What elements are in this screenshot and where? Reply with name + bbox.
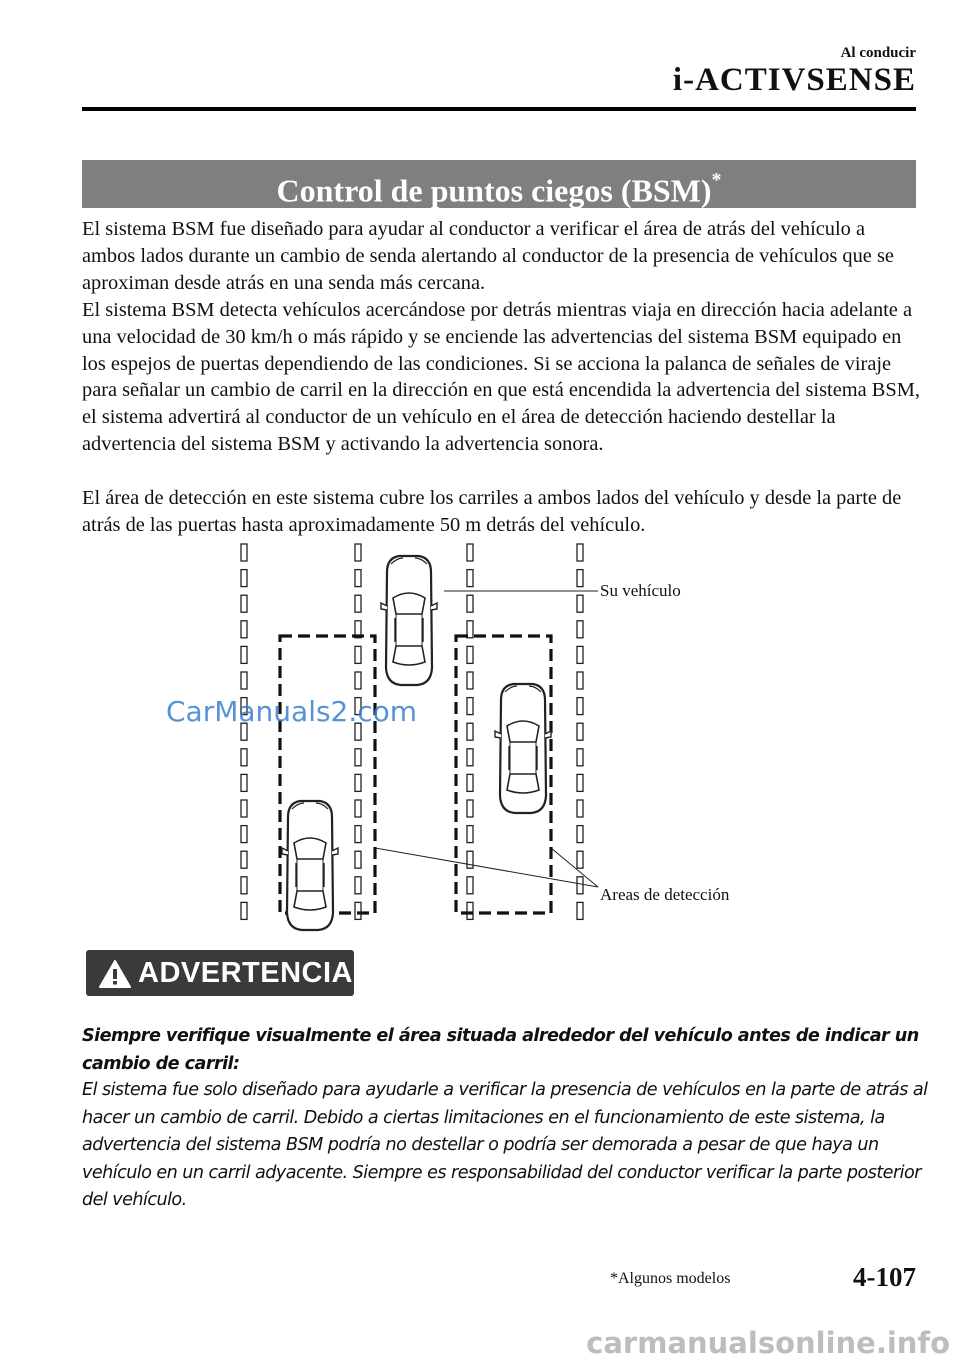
paragraph-area: El área de detección en este sistema cubre los carriles a ambos lados del vehículo y desde la parte de atrás de las puertas hasta aproximadamente 50 m detrás del vehículo. — [82, 487, 902, 536]
lane-dash — [577, 698, 583, 715]
approaching-vehicle-left — [282, 801, 338, 930]
paragraph-detection: El sistema BSM detecta vehículos acercándose por detrás mientras viaja en dirección hacia adelante a una velocidad de 30 km/h o más rápido y se enciende las advertencias del sistema BSM equipado en los espejos de puertas dependiendo de las condiciones. Si se acciona la palanca de señales de viraje para señalar un cambio de carril en la dirección en que está encendida la advertencia del sistema BSM, el sistema advertirá al conductor de un vehículo en el área de detección haciendo destellar la advertencia del sistema BSM y activando la advertencia sonora. — [82, 299, 920, 455]
lane-dash — [577, 877, 583, 894]
lane-dash — [241, 621, 247, 638]
lane-dash — [241, 570, 247, 587]
lane-dash — [467, 544, 473, 561]
lane-dash — [355, 902, 361, 919]
lane-dash — [241, 646, 247, 663]
lane-dash — [467, 570, 473, 587]
lane-dash — [577, 723, 583, 740]
lane-dash — [241, 826, 247, 843]
lane-dash — [577, 749, 583, 766]
lane-dash — [241, 544, 247, 561]
bsm-detection-diagram — [166, 540, 770, 935]
footnote: *Algunos modelos — [610, 1270, 731, 1287]
lane-dash — [467, 723, 473, 740]
site-watermark-overlay: CarManuals2.com — [166, 695, 418, 728]
approaching-vehicle-right — [495, 684, 551, 813]
section-title: Al conducir — [840, 45, 916, 61]
topic-heading-banner — [82, 160, 916, 208]
lane-dash — [355, 544, 361, 561]
lane-dash — [241, 877, 247, 894]
lane-dash — [577, 570, 583, 587]
warning-lead-text: Siempre verifique visualmente el área situada alrededor del vehículo antes de indicar un cambio de carril: — [82, 1026, 919, 1074]
footer-watermark: carmanualsonline.info — [586, 1326, 950, 1360]
lane-dash — [355, 672, 361, 689]
lane-dash — [577, 851, 583, 868]
topic-heading-asterisk: * — [711, 169, 722, 191]
detection-areas-label: Areas de detección — [600, 885, 730, 904]
lane-dash — [355, 749, 361, 766]
lane-dash — [467, 698, 473, 715]
lane-dash — [241, 774, 247, 791]
header-rule — [82, 107, 916, 111]
lane-dash — [355, 774, 361, 791]
lane-dash — [355, 646, 361, 663]
lane-dash — [467, 826, 473, 843]
lane-dash — [467, 595, 473, 612]
lane-dash — [241, 749, 247, 766]
warning-body-text: El sistema fue solo diseñado para ayudarle a verificar la presencia de vehículos en la parte de atrás al hacer un cambio de carril. Debido a ciertas limitaciones en el funcionamiento de este sistema, la advertencia del sistema BSM podría no destellar o podría ser demorada a pesar de que haya un vehículo en un carril adyacente. Siempre es responsabilidad del conductor verificar la parte posterior del vehículo. — [82, 1080, 928, 1210]
lane-dash — [577, 774, 583, 791]
own-vehicle — [381, 556, 437, 685]
warning-banner — [86, 950, 354, 996]
lane-dash — [577, 544, 583, 561]
lane-dash — [577, 902, 583, 919]
lane-dash — [241, 902, 247, 919]
lane-dash — [467, 774, 473, 791]
warning-triangle-icon — [98, 959, 132, 989]
lane-dash — [241, 800, 247, 817]
leader-line-detection-left — [375, 848, 598, 887]
lane-dash — [355, 826, 361, 843]
lane-dash — [467, 902, 473, 919]
lane-dash — [355, 851, 361, 868]
lane-dash — [467, 800, 473, 817]
lane-dash — [467, 672, 473, 689]
warning-label: ADVERTENCIA — [138, 957, 353, 989]
lane-dash — [467, 851, 473, 868]
lane-dash — [577, 646, 583, 663]
lane-dash — [355, 595, 361, 612]
lane-dash — [577, 672, 583, 689]
lane-dash — [241, 595, 247, 612]
lane-dash — [467, 877, 473, 894]
lane-dash — [577, 621, 583, 638]
lane-dash — [577, 800, 583, 817]
lane-dash — [355, 877, 361, 894]
lane-dash — [577, 595, 583, 612]
lane-dash — [467, 749, 473, 766]
lane-dash — [577, 826, 583, 843]
topic-heading: Control de puntos ciegos (BSM) — [276, 172, 712, 209]
chapter-title: i-ACTIVSENSE — [672, 62, 916, 98]
leader-line-detection-right — [551, 848, 598, 887]
lane-dash — [355, 800, 361, 817]
lane-dash — [355, 570, 361, 587]
lane-dash — [241, 672, 247, 689]
lane-dash — [241, 851, 247, 868]
paragraph-intro: El sistema BSM fue diseñado para ayudar al conductor a verificar el área de atrás del vehículo a ambos lados durante un cambio de senda alertando al conductor de la presencia de vehículos que se aproximan desde atrás en una senda más cercana. — [82, 218, 894, 294]
lane-dash — [467, 646, 473, 663]
page-number: 4-107 — [853, 1262, 916, 1292]
your-vehicle-label: Su vehículo — [600, 581, 681, 600]
